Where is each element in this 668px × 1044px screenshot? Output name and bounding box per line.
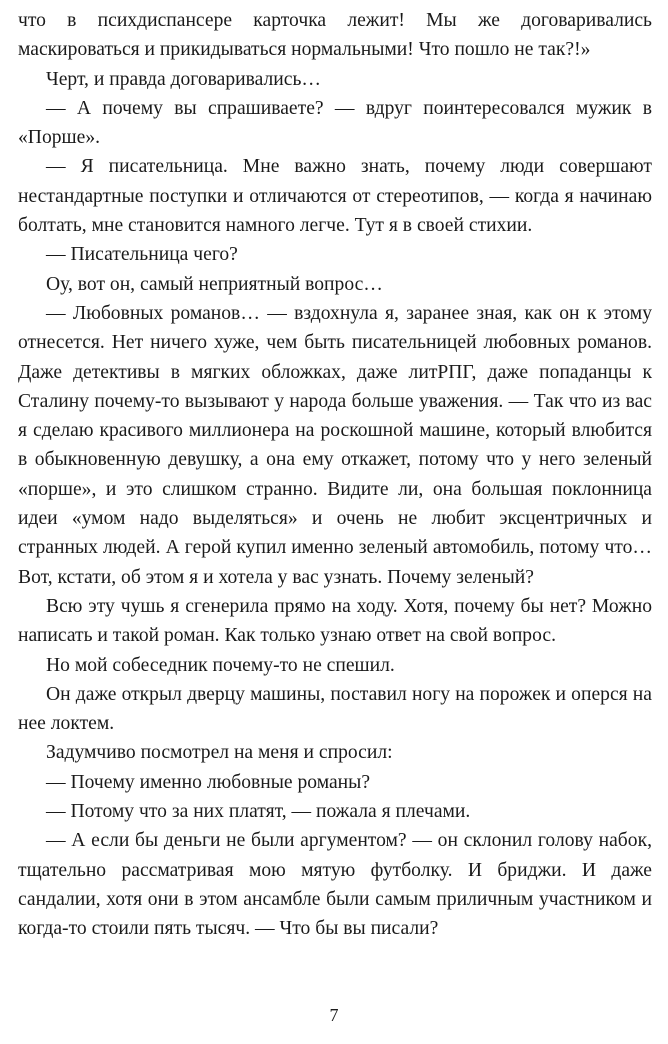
paragraph-11: Задумчиво посмотрел на меня и спросил: xyxy=(46,742,393,764)
paragraph-2: Черт, и правда договаривались… xyxy=(46,68,321,90)
paragraph-7: — Любовных романов… — вздохнула я, заранее зная, как он к этому отнесется. Нет ничего хуже, чем быть писательницей любовных романов. Даже детективы в мягких обложках, даже литРПГ, даже попаданцы к Сталину почему-то вызывают у народа больше уважения. — Так что из вас я сделаю красивого миллионера на роскошной машине, который влюбится в обыкновенную девушку, а она ему откажет, потому что у него зеленый «порше», и это слишком странно. Видите ли, она большая поклонница идеи «умом надо выделяться» и очень не любит эксцентричных и странных людей. А герой купил именно зеленый автомобиль, потому что… Вот, кстати, об этом я и хотела у вас узнать. Почему зеленый? xyxy=(18,302,652,588)
book-page xyxy=(18,6,652,944)
paragraph-9: Но мой собеседник почему-то не спешил. xyxy=(46,654,395,676)
paragraph-14: — А если бы деньги не были аргументом? — он склонил голову набок, тщательно рассматривая мою мятую футболку. И бриджи. И даже сандалии, хотя они в этом ансамбле были самым приличным участником и когда-то стоили пять тысяч. — Что бы вы писали? xyxy=(18,830,652,940)
paragraph-4: — Я писательница. Мне важно знать, почему люди совершают нестандартные поступки и отличаются от стереотипов, — когда я начинаю болтать, мне становится намного легче. Тут я в своей стихии. xyxy=(18,156,652,237)
paragraph-10: Он даже открыл дверцу машины, поставил ногу на порожек и оперся на нее локтем. xyxy=(18,683,652,735)
page-number: 7 xyxy=(329,1005,339,1025)
paragraph-13: — Потому что за них платят, — пожала я плечами. xyxy=(46,801,471,823)
paragraph-5: — Писательница чего? xyxy=(46,244,238,266)
body-text xyxy=(18,6,652,944)
paragraph-6: Оу, вот он, самый неприятный вопрос… xyxy=(46,273,383,295)
paragraph-12: — Почему именно любовные романы? xyxy=(46,771,371,793)
paragraph-1: что в психдиспансере карточка лежит! Мы же договаривались маскироваться и прикидываться нормальными! Что пошло не так?!» xyxy=(18,10,652,61)
paragraph-8: Всю эту чушь я сгенерила прямо на ходу. Хотя, почему бы нет? Можно написать и такой роман. Как только узнаю ответ на свой вопрос. xyxy=(18,595,652,647)
paragraph-3: — А почему вы спрашиваете? — вдруг поинтересовался мужик в «Порше». xyxy=(18,97,652,149)
